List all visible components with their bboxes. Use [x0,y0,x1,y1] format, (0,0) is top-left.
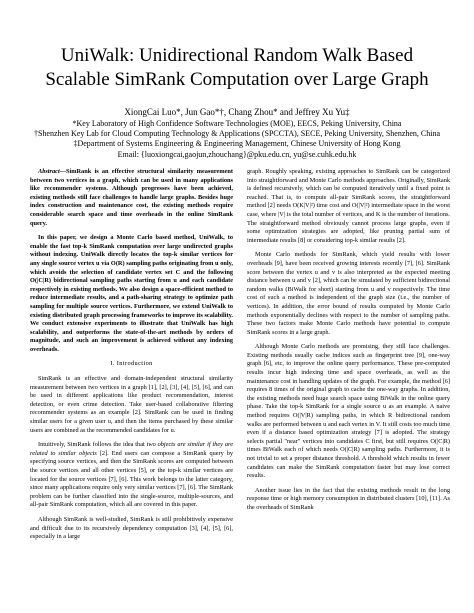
body-paragraph: Monte Carlo methods for SimRank, which yield results with lower overheads [9], have been received growing interests recently [7], [6]. SimRank score between the vertex u and v is also interpreted as the expected meeting distance between u and v [2], which can be simulated by sufficient bidirectional random walks (BiWalk for short) starting from u and v respectively. The time cost of such a method is independent of the graph size (i.e., the number of vertices). In addition, the error bound of results computed by Monte Carlo methods exponentially declines with respect to the number of sampling paths. These two factors make Monte Carlo methods have potential to compute SimRank scores in a large graph. [247,251,450,336]
right-column [247,168,450,519]
author-names: XiongCai Luo*, Jun Gao*†, Chang Zhou* and Jeffrey Xu Yu‡ [124,107,350,117]
email-line: Email: {luoxiongcai,gaojun,zhouchang}@pku.edu.cn, yu@se.cuhk.edu.hk [117,149,357,159]
paper-title [20,44,454,92]
body-paragraph: graph. Roughly speaking, existing approaches to SimRank can be categorized into straightforward and Monte Carlo methods approaches. Originally, SimRank is defined recursively, which can be computed iteratively until a fixed point is reached. That is, to compute all-pair SimRank scores, the straightforward method [2] needs O(K|V|²) time cost and O(|V|²) intermediate space in the worst case, where |V| is the total number of vertices, and K is the number of iterations. The straightforward method obviously cannot process large graphs, even if some optimization strategies are adopted, like pruning partial sum of intermediate results [8] or considering top-k similar results [2]. [247,168,450,244]
body-paragraph: Although Monte Carlo methods are promising, they still face challenges. Existing methods usually cache indices such as fingerprint tree [9], one-way graph [6], etc, to improve the online query performance. These pre-computed results incur high indexing time and space overheads, as well as the maintenance cost in handling updates of the graph. For example, the method [6] requires 8 times of the original graph to cache the one-way graphs. In addition, the existing methods need huge search space using BiWalk in the online query phase. Take the top-k SimRank for a single source u as an example. A naive method requires O(|V|R) sampling paths, in which R bidirectional random walks are performed between u and each vertex in V. It still costs too much time even if a distance based optimization strategy [7] is adopted. The strategy selects partial "near" vertices into candidates C first, but still requires O(|C|R) times BiWalk each of which needs O(|C|R) sampling paths. Furthermore, it is not trivial to set a proper distance threshold. A threshold which results in fewer candidates can make the SimRank computation faster but may lose correct results. [247,343,450,480]
intro-emphasis: two objects are similar if they are related to similar objects [30,441,233,457]
intro-text: [2]. End users can compose a SimRank query by specifying source vertices, and then the SimRank scores are computed between the source vertices and all other vertices [5], or the top-k similar vertices are located for the source vertices [7], [6]. This work belongs to the latter category, since many applications require only very similar vertices [7], [6]. The SimRank problem can be further classified into the single-source, multiple-sources, and all-pair SimRank computation, which all are covered in this paper. [30,449,233,509]
body-paragraph: Another issue lies in the fact that the existing methods result in the long response time or high memory consumption in distributed clusters [10], [11]. As the overheads of SimRank [247,486,450,511]
affiliation-line: †Shenzhen Key Lab for Cloud Computing Technology & Applications (SPCCTA), SECE, Peking University, Shenzhen, China [33,128,441,138]
affiliation-line: *Key Laboratory of High Confidence Software Technologies (MOE), EECS, Peking University, China [72,118,402,128]
section-heading: I. Introduction [110,360,153,368]
affiliation-line: ‡Department of Systems Engineering & Engineering Management, Chinese University of Hong Kong [73,139,401,149]
intro-paragraph: SimRank is an effective and domain-independent structural similarity measurement between two vertices in a graph [1], [2], [3], [4], [5], [6], and can be used in different applications like product recommendation, interest detection, or even crime detection. Take user-based collaborative filtering recommender systems as an example [2]. SimRank can be used in finding similar users for a given user u, and then the items purchased by these similar users are combined as the recommended candidates for u. [30,375,233,434]
abstract-text: —SimRank is an effective structural similarity measurement between two vertices in a graph, which can be used in many applications like recommender systems. Although progresses have been achieved, existing methods still face challenges to handle large graphs. Besides huge index construction and maintenance cost, the existing methods require considerable search space and time overheads in the online SimRank query. [30,168,233,227]
author-block [20,107,454,160]
title-line-1: UniWalk: Unidirectional Random Walk Based [60,45,414,66]
left-column [30,168,233,548]
intro-paragraph: Although SimRank is well-studied, SimRank is still prohibitively expensive and difficult due to its recursively dependency computation [3], [4], [5], [6], especially in a large [30,515,233,541]
abstract-paragraph [30,168,233,228]
abstract-paragraph-2: In this paper, we design a Monte Carlo based method, UniWalk, to enable the fast top-k SimRank computation over large undirected graphs without indexing. UniWalk directly locates the top-k similar vertices for any single source vertex u via O(R) sampling paths originating from u only, which avoids the selection of candidate vertex set C and the following O(|C|R) bidirectional sampling paths starting from u and each candidate respectively in existing methods. We also design a space-efficient method to reduce intermediate results, and a path-sharing strategy to optimize path sampling for multiple source vertices. Furthermore, we extend UniWalk to existing distributed graph processing frameworks to improve its scalability. We conduct extensive experiments to illustrate that UniWalk has high scalability, and outperforms the state-of-the-art methods by orders of magnitude, and such an improvement is achieved without any indexing overheads. [30,234,233,353]
title-line-2: Scalable SimRank Computation over Large Graph [45,69,429,90]
intro-paragraph [30,441,233,510]
abstract-label: Abstract [38,168,60,175]
intro-text: Intuitively, SimRank follows the idea that [38,441,147,449]
